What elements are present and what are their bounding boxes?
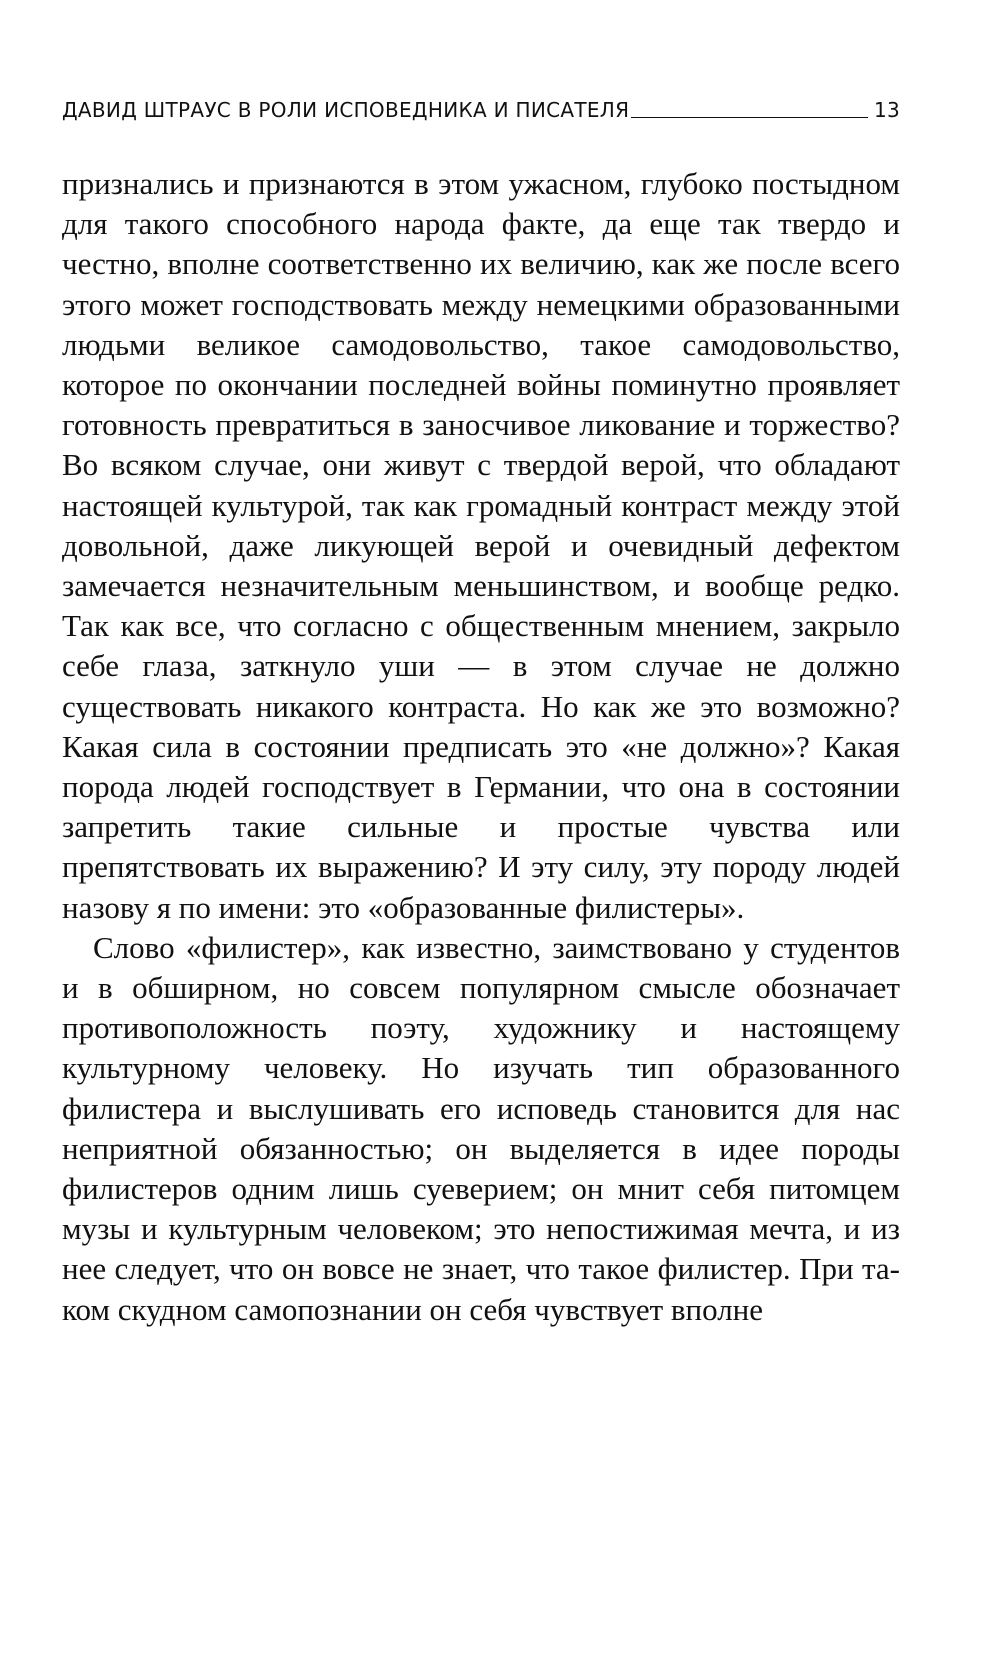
paragraph-2: Слово «филистер», как известно, заимствовано у студентов и в обширном, но совсем популярном смысле обозначает противоположность поэту, художнику и настоящему культурному человеку. Но изучать тип образованного филистера и выслушивать его исповедь становится для нас неприятной обязанностью; он выделяется в идее породы филистеров одним лишь суеверием; он мнит себя питомцем музы и культурным человеком; это непостижимая мечта, и из нее следует, что он вовсе не знает, что такое филистер. При таком скудном самопознании он себя чувствует вполне: [62, 929, 900, 1327]
running-header-title: ДАВИД ШТРАУС В РОЛИ ИСПОВЕДНИКА И ПИСАТЕЛЯ: [62, 98, 630, 122]
running-header: [62, 92, 900, 122]
paragraph-1: признались и признаются в этом ужасном, глубоко постыдном для такого способного народа факте, да еще так твердо и честно, вполне соответственно их величию, как же после всего этого может господствовать между немецкими образованными людьми великое самодовольство, такое самодовольство, которое по окончании последней войны поминутно проявляет готовность превратиться в заносчивое ликование и торжество? Во всяком случае, они живут с твердой верой, что обладают настоящей культурой, так как громадный контраст между этой довольной, даже ликующей верой и очевидный дефектом замечается незначительным меньшинством, и вообще редко. Так как все, что согласно с общественным мнением, закрыло себе глаза, заткнуло уши — в этом случае не должно существовать никакого контраста. Но как же это возможно? Какая сила в состоянии предписать это «не должно»? Какая порода людей господствует в Германии, что она в состоянии запретить такие сильные и простые чувства или препятствовать их выражению? И эту силу, эту породу людей назову я по имени: это «образованные филистеры».: [62, 166, 900, 925]
book-page: [62, 92, 900, 1330]
body-text: [62, 164, 900, 1330]
header-rule: [631, 117, 868, 118]
page-number: 13: [873, 98, 900, 122]
